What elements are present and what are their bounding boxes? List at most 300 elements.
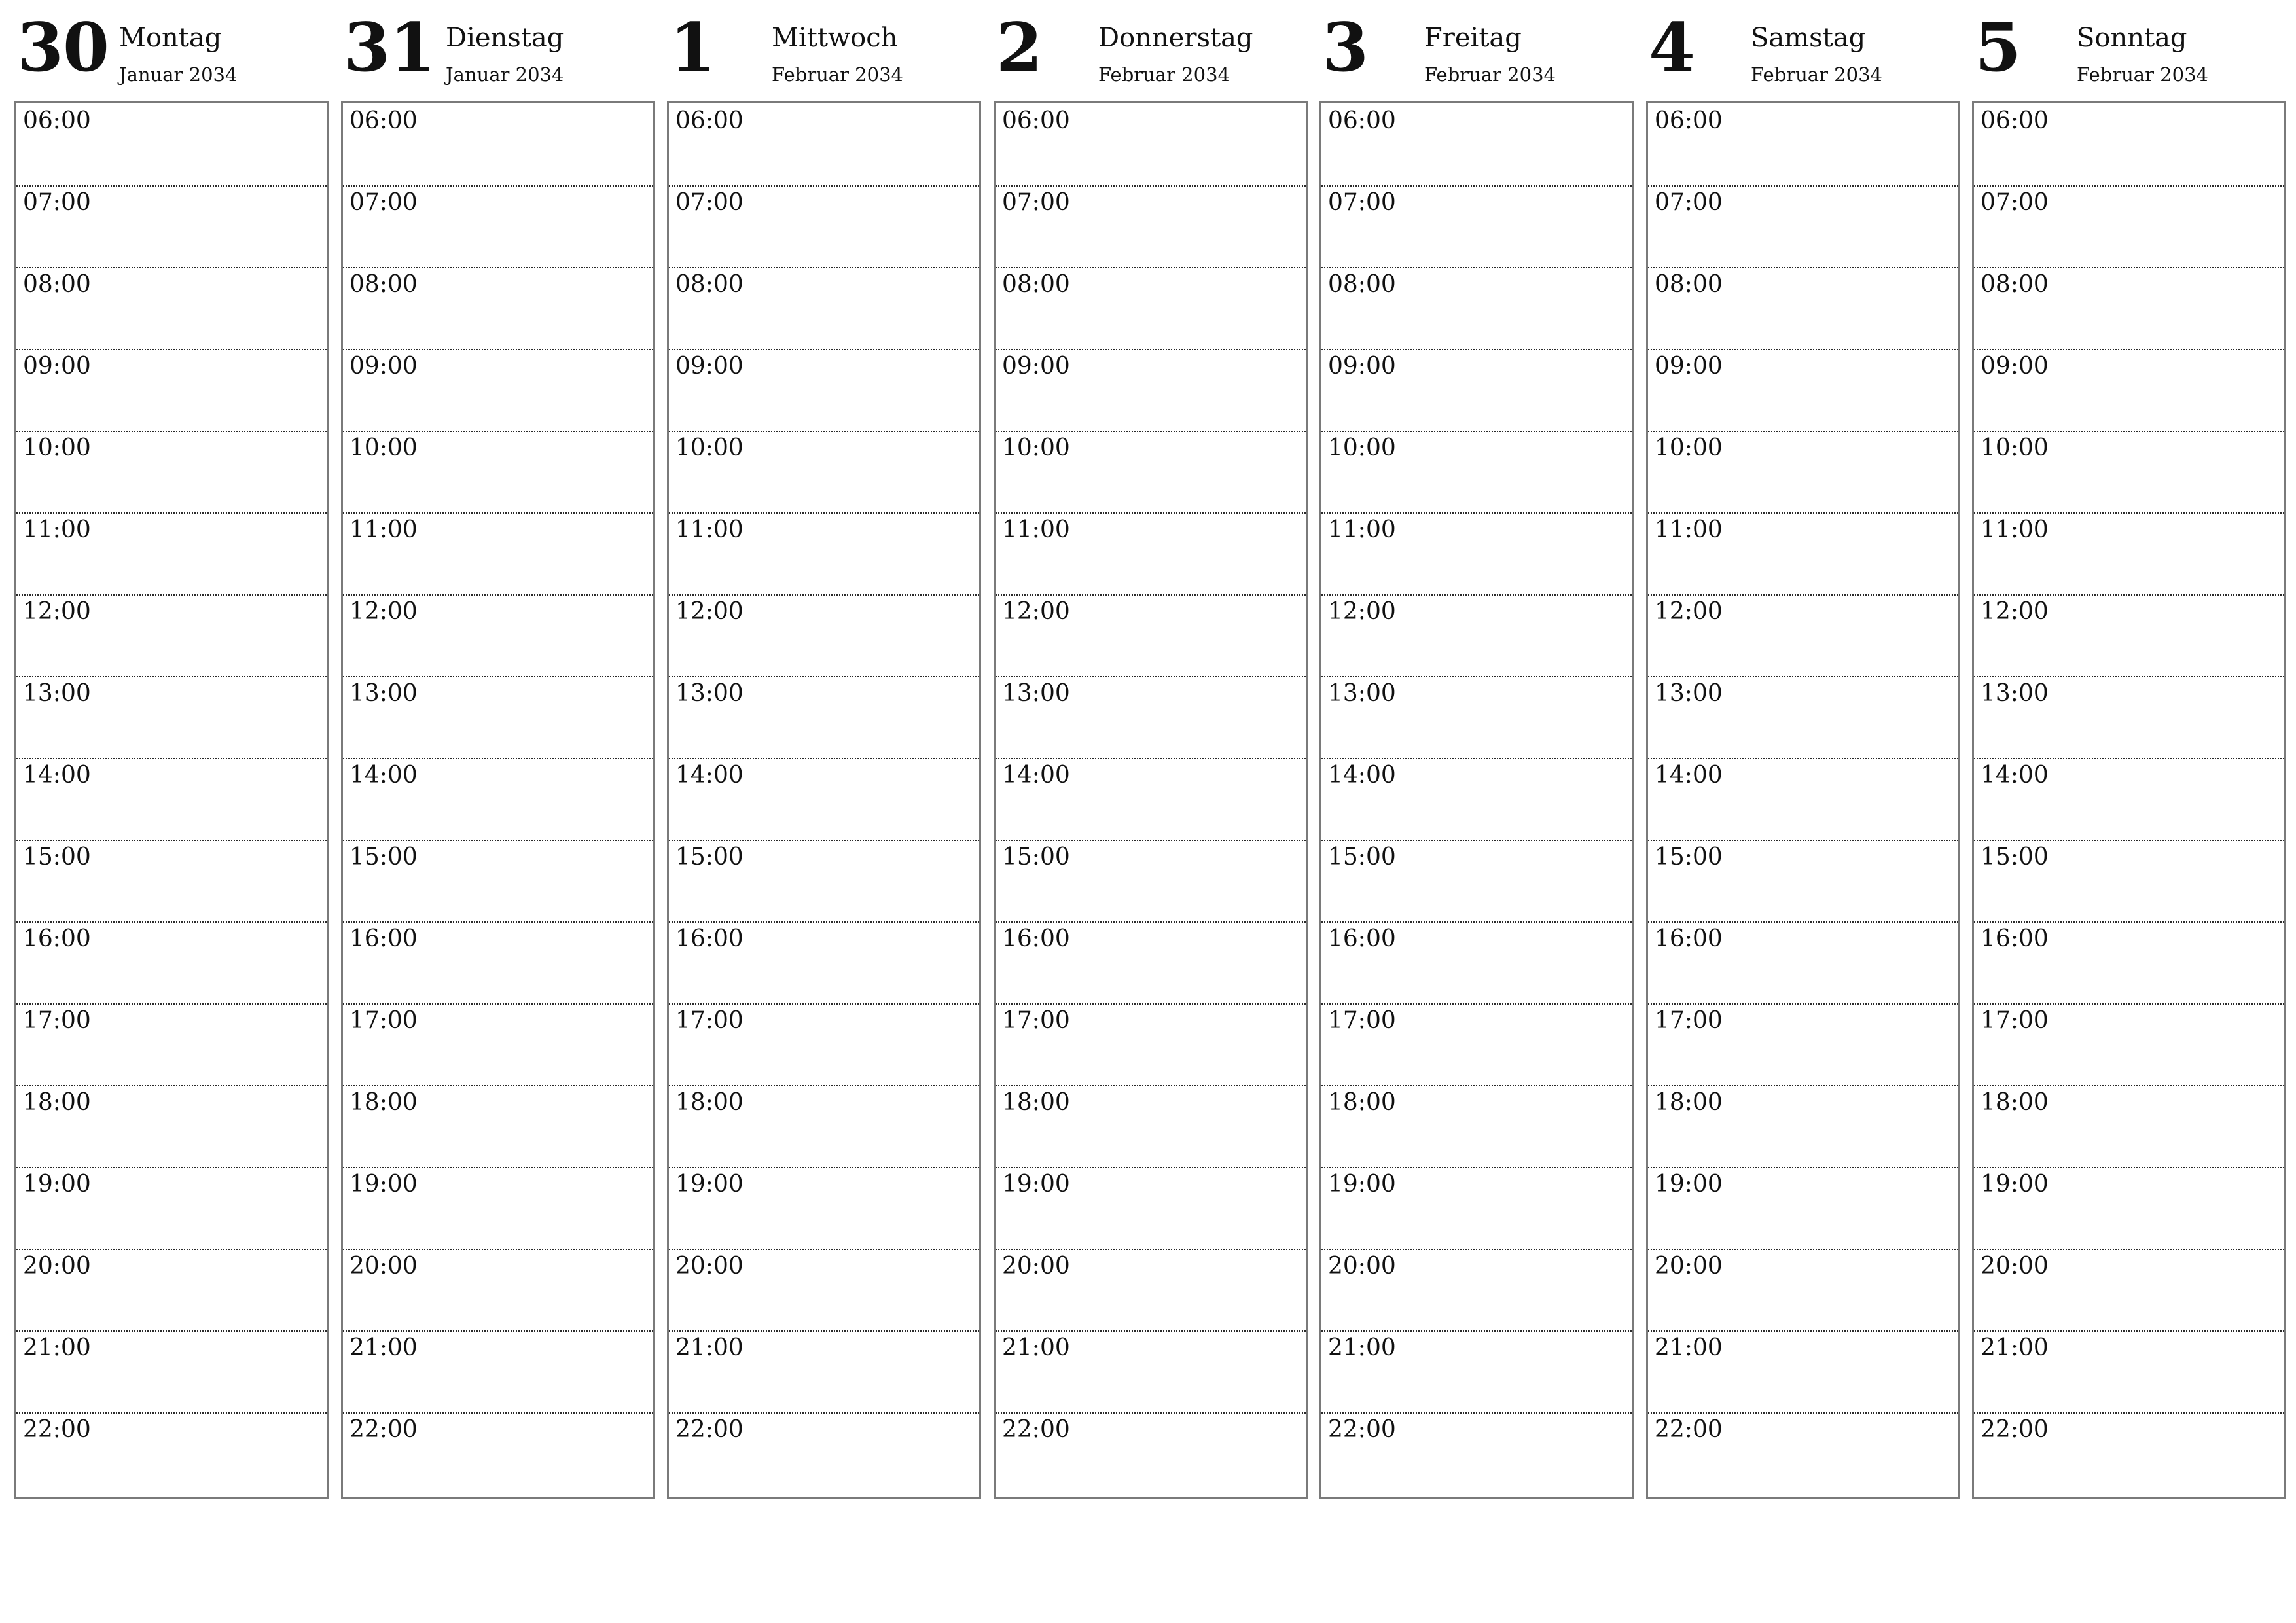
time-slot[interactable] <box>996 676 1306 758</box>
time-slot[interactable] <box>996 512 1306 594</box>
time-slot[interactable] <box>16 921 327 1003</box>
hour-divider <box>1974 267 2284 268</box>
day-column <box>1972 0 2285 1443</box>
hour-divider <box>343 431 653 432</box>
time-label: 16:00 <box>1328 925 1396 952</box>
time-slot[interactable] <box>343 1330 653 1412</box>
hour-divider <box>996 1249 1306 1250</box>
time-label: 09:00 <box>1655 353 1723 380</box>
time-label: 21:00 <box>675 1334 744 1361</box>
time-slot[interactable] <box>1321 267 1632 349</box>
day-column <box>667 0 980 1443</box>
time-slot[interactable] <box>1321 921 1632 1003</box>
time-slot[interactable] <box>16 1003 327 1085</box>
time-slot[interactable] <box>343 185 653 267</box>
hour-divider <box>1974 1167 2284 1168</box>
time-label: 22:00 <box>1328 1416 1396 1443</box>
hour-divider <box>1321 1330 1632 1332</box>
time-label: 21:00 <box>23 1334 91 1361</box>
day-month: Januar 2034 <box>446 63 564 86</box>
time-label: 07:00 <box>1328 189 1396 216</box>
time-slot[interactable] <box>1974 1003 2284 1085</box>
hour-divider <box>1974 594 2284 596</box>
time-label: 17:00 <box>350 1007 418 1034</box>
hour-divider <box>16 1330 327 1332</box>
time-slot[interactable] <box>1648 1167 1958 1249</box>
time-label: 09:00 <box>675 353 744 380</box>
hour-divider <box>1648 1249 1958 1250</box>
time-slot[interactable] <box>1974 103 2284 185</box>
time-slot[interactable] <box>1648 512 1958 594</box>
time-label: 17:00 <box>23 1007 91 1034</box>
time-slot[interactable] <box>1974 1249 2284 1330</box>
time-label: 13:00 <box>1328 680 1396 707</box>
time-slot[interactable] <box>1648 758 1958 840</box>
time-label: 11:00 <box>23 516 91 543</box>
time-slot[interactable] <box>1974 267 2284 349</box>
time-label: 21:00 <box>1328 1334 1396 1361</box>
time-label: 06:00 <box>1655 107 1723 134</box>
time-label: 06:00 <box>23 107 91 134</box>
time-slot[interactable] <box>1974 758 2284 840</box>
day-schedule-box <box>994 101 1308 1499</box>
time-label: 11:00 <box>1655 516 1723 543</box>
time-slot[interactable] <box>343 921 653 1003</box>
time-label: 06:00 <box>350 107 418 134</box>
day-schedule-box <box>1972 101 2286 1499</box>
time-label: 06:00 <box>1981 107 2049 134</box>
time-slot[interactable] <box>343 103 653 185</box>
time-slot[interactable] <box>996 185 1306 267</box>
hour-divider <box>1648 1330 1958 1332</box>
day-number: 3 <box>1322 9 1368 87</box>
time-slot[interactable] <box>16 185 327 267</box>
time-slot[interactable] <box>669 1412 979 1494</box>
time-slot[interactable] <box>996 1249 1306 1330</box>
time-slot[interactable] <box>669 267 979 349</box>
time-slot[interactable] <box>996 103 1306 185</box>
time-label: 18:00 <box>1328 1089 1396 1116</box>
time-label: 22:00 <box>1981 1416 2049 1443</box>
time-slot[interactable] <box>1648 676 1958 758</box>
time-label: 14:00 <box>1002 762 1070 789</box>
time-label: 22:00 <box>1002 1416 1070 1443</box>
hour-divider <box>1321 1249 1632 1250</box>
time-label: 14:00 <box>23 762 91 789</box>
time-label: 19:00 <box>675 1171 744 1198</box>
hour-divider <box>1974 1330 2284 1332</box>
time-slot[interactable] <box>1648 1412 1958 1494</box>
time-slot[interactable] <box>1648 921 1958 1003</box>
day-month: Februar 2034 <box>1424 63 1556 86</box>
hour-divider <box>343 840 653 841</box>
hour-divider <box>996 1167 1306 1168</box>
time-label: 22:00 <box>675 1416 744 1443</box>
time-slot[interactable] <box>343 594 653 676</box>
hour-divider <box>669 676 979 677</box>
hour-divider <box>1648 1412 1958 1414</box>
hour-divider <box>1648 921 1958 923</box>
time-slot[interactable] <box>669 921 979 1003</box>
hour-divider <box>669 185 979 187</box>
time-label: 18:00 <box>23 1089 91 1116</box>
time-slot[interactable] <box>669 1167 979 1249</box>
time-slot[interactable] <box>16 1412 327 1494</box>
time-slot[interactable] <box>1974 840 2284 921</box>
hour-divider <box>1648 1003 1958 1005</box>
time-slot[interactable] <box>1974 1412 2284 1494</box>
time-slot[interactable] <box>996 921 1306 1003</box>
hour-divider <box>996 676 1306 677</box>
time-slot[interactable] <box>16 840 327 921</box>
hour-divider <box>669 1330 979 1332</box>
time-slot[interactable] <box>1321 1249 1632 1330</box>
hour-divider <box>1321 185 1632 187</box>
time-label: 21:00 <box>350 1334 418 1361</box>
time-slot[interactable] <box>1648 349 1958 431</box>
hour-divider <box>343 512 653 514</box>
hour-divider <box>1321 1412 1632 1414</box>
time-slot[interactable] <box>669 185 979 267</box>
time-slot[interactable] <box>996 1412 1306 1494</box>
time-slot[interactable] <box>16 512 327 594</box>
hour-divider <box>343 1085 653 1086</box>
time-slot[interactable] <box>1321 1003 1632 1085</box>
hour-divider <box>669 840 979 841</box>
time-label: 10:00 <box>1655 435 1723 461</box>
hour-divider <box>1321 594 1632 596</box>
time-slot[interactable] <box>1974 1330 2284 1412</box>
time-slot[interactable] <box>1648 185 1958 267</box>
hour-divider <box>16 1085 327 1086</box>
time-slot[interactable] <box>669 349 979 431</box>
time-label: 09:00 <box>350 353 418 380</box>
day-header <box>1646 0 1959 101</box>
day-schedule-box <box>1646 101 1960 1499</box>
time-label: 12:00 <box>1328 598 1396 625</box>
time-slot[interactable] <box>669 512 979 594</box>
time-slot[interactable] <box>343 431 653 512</box>
day-schedule-box <box>341 101 655 1499</box>
time-slot[interactable] <box>1648 1249 1958 1330</box>
hour-divider <box>343 1167 653 1168</box>
time-label: 12:00 <box>23 598 91 625</box>
hour-divider <box>343 594 653 596</box>
time-slot[interactable] <box>1648 594 1958 676</box>
time-label: 07:00 <box>675 189 744 216</box>
hour-divider <box>1321 267 1632 268</box>
time-label: 18:00 <box>675 1089 744 1116</box>
hour-divider <box>669 1412 979 1414</box>
day-number: 31 <box>344 9 435 87</box>
hour-divider <box>1321 512 1632 514</box>
time-slot[interactable] <box>343 758 653 840</box>
time-slot[interactable] <box>16 1249 327 1330</box>
hour-divider <box>1974 921 2284 923</box>
time-slot[interactable] <box>1321 840 1632 921</box>
time-label: 12:00 <box>675 598 744 625</box>
time-slot[interactable] <box>1321 431 1632 512</box>
time-slot[interactable] <box>343 1412 653 1494</box>
time-slot[interactable] <box>996 1003 1306 1085</box>
time-slot[interactable] <box>1974 185 2284 267</box>
time-slot[interactable] <box>343 840 653 921</box>
time-label: 16:00 <box>1002 925 1070 952</box>
hour-divider <box>16 1167 327 1168</box>
time-slot[interactable] <box>16 103 327 185</box>
time-label: 06:00 <box>1002 107 1070 134</box>
time-label: 17:00 <box>1002 1007 1070 1034</box>
hour-divider <box>996 758 1306 759</box>
time-label: 10:00 <box>23 435 91 461</box>
time-slot[interactable] <box>1321 676 1632 758</box>
time-label: 12:00 <box>350 598 418 625</box>
time-slot[interactable] <box>1321 185 1632 267</box>
time-label: 06:00 <box>1328 107 1396 134</box>
time-slot[interactable] <box>1648 267 1958 349</box>
time-slot[interactable] <box>1974 1167 2284 1249</box>
day-header <box>341 0 654 101</box>
time-slot[interactable] <box>1321 1330 1632 1412</box>
time-label: 08:00 <box>675 271 744 298</box>
hour-divider <box>669 1085 979 1086</box>
hour-divider <box>16 594 327 596</box>
hour-divider <box>669 594 979 596</box>
time-label: 20:00 <box>1002 1253 1070 1279</box>
time-label: 16:00 <box>675 925 744 952</box>
time-label: 11:00 <box>350 516 418 543</box>
hour-divider <box>669 921 979 923</box>
hour-divider <box>1974 840 2284 841</box>
hour-divider <box>1974 1085 2284 1086</box>
day-column <box>994 0 1306 1443</box>
time-slot[interactable] <box>996 1085 1306 1167</box>
time-slot[interactable] <box>16 431 327 512</box>
time-slot[interactable] <box>669 431 979 512</box>
time-label: 11:00 <box>1002 516 1070 543</box>
day-header <box>667 0 980 101</box>
time-label: 09:00 <box>1002 353 1070 380</box>
time-label: 08:00 <box>1655 271 1723 298</box>
time-slot[interactable] <box>669 1085 979 1167</box>
time-label: 09:00 <box>1328 353 1396 380</box>
hour-divider <box>669 1167 979 1168</box>
hour-divider <box>1321 921 1632 923</box>
hour-divider <box>343 185 653 187</box>
time-slot[interactable] <box>669 840 979 921</box>
time-slot[interactable] <box>1974 512 2284 594</box>
day-name: Montag <box>119 23 222 53</box>
time-label: 07:00 <box>1002 189 1070 216</box>
hour-divider <box>1648 431 1958 432</box>
time-label: 07:00 <box>1981 189 2049 216</box>
time-slot[interactable] <box>1648 1003 1958 1085</box>
time-label: 13:00 <box>1655 680 1723 707</box>
time-slot[interactable] <box>996 267 1306 349</box>
time-label: 20:00 <box>1655 1253 1723 1279</box>
hour-divider <box>669 512 979 514</box>
time-slot[interactable] <box>16 267 327 349</box>
hour-divider <box>996 1003 1306 1005</box>
time-label: 19:00 <box>350 1171 418 1198</box>
time-slot[interactable] <box>669 103 979 185</box>
time-label: 19:00 <box>1981 1171 2049 1198</box>
day-name: Mittwoch <box>772 23 898 53</box>
hour-divider <box>343 1330 653 1332</box>
hour-divider <box>669 267 979 268</box>
hour-divider <box>343 921 653 923</box>
time-slot[interactable] <box>343 1003 653 1085</box>
time-label: 17:00 <box>1981 1007 2049 1034</box>
time-slot[interactable] <box>16 594 327 676</box>
day-number: 2 <box>996 9 1042 87</box>
time-label: 15:00 <box>350 844 418 870</box>
hour-divider <box>1974 349 2284 350</box>
time-slot[interactable] <box>669 676 979 758</box>
day-column <box>14 0 327 1443</box>
hour-divider <box>1321 431 1632 432</box>
time-slot[interactable] <box>343 267 653 349</box>
hour-divider <box>1648 267 1958 268</box>
time-label: 15:00 <box>675 844 744 870</box>
time-slot[interactable] <box>1321 349 1632 431</box>
time-label: 14:00 <box>1981 762 2049 789</box>
time-slot[interactable] <box>996 758 1306 840</box>
day-header <box>994 0 1306 101</box>
time-label: 19:00 <box>1655 1171 1723 1198</box>
hour-divider <box>16 1249 327 1250</box>
hour-divider <box>1648 512 1958 514</box>
time-slot[interactable] <box>996 349 1306 431</box>
time-label: 10:00 <box>1328 435 1396 461</box>
time-label: 13:00 <box>350 680 418 707</box>
time-label: 15:00 <box>1002 844 1070 870</box>
time-slot[interactable] <box>996 594 1306 676</box>
time-slot[interactable] <box>343 676 653 758</box>
hour-divider <box>669 431 979 432</box>
hour-divider <box>669 1003 979 1005</box>
time-slot[interactable] <box>1648 103 1958 185</box>
time-label: 16:00 <box>1655 925 1723 952</box>
hour-divider <box>16 1412 327 1414</box>
time-slot[interactable] <box>343 1249 653 1330</box>
day-header <box>14 0 327 101</box>
time-slot[interactable] <box>1321 594 1632 676</box>
hour-divider <box>16 431 327 432</box>
time-slot[interactable] <box>1321 1085 1632 1167</box>
day-number: 5 <box>1975 9 2020 87</box>
time-slot[interactable] <box>1321 758 1632 840</box>
time-slot[interactable] <box>16 349 327 431</box>
time-label: 15:00 <box>1328 844 1396 870</box>
time-label: 18:00 <box>1655 1089 1723 1116</box>
time-slot[interactable] <box>1321 512 1632 594</box>
time-slot[interactable] <box>1648 1330 1958 1412</box>
hour-divider <box>669 349 979 350</box>
hour-divider <box>1974 1412 2284 1414</box>
time-label: 13:00 <box>23 680 91 707</box>
hour-divider <box>1648 349 1958 350</box>
time-label: 14:00 <box>1328 762 1396 789</box>
time-slot[interactable] <box>1321 1412 1632 1494</box>
time-slot[interactable] <box>1321 1167 1632 1249</box>
time-slot[interactable] <box>996 840 1306 921</box>
day-number: 4 <box>1649 9 1695 87</box>
time-slot[interactable] <box>343 349 653 431</box>
hour-divider <box>343 267 653 268</box>
time-slot[interactable] <box>343 512 653 594</box>
hour-divider <box>1321 349 1632 350</box>
time-slot[interactable] <box>16 1330 327 1412</box>
time-label: 17:00 <box>1328 1007 1396 1034</box>
time-slot[interactable] <box>1648 1085 1958 1167</box>
time-slot[interactable] <box>996 431 1306 512</box>
time-slot[interactable] <box>996 1330 1306 1412</box>
day-schedule-box <box>667 101 981 1499</box>
time-slot[interactable] <box>1974 921 2284 1003</box>
hour-divider <box>16 676 327 677</box>
time-slot[interactable] <box>16 676 327 758</box>
time-label: 22:00 <box>1655 1416 1723 1443</box>
time-label: 08:00 <box>1981 271 2049 298</box>
time-label: 20:00 <box>1328 1253 1396 1279</box>
time-slot[interactable] <box>16 1085 327 1167</box>
time-slot[interactable] <box>669 1330 979 1412</box>
time-slot[interactable] <box>669 758 979 840</box>
time-slot[interactable] <box>669 594 979 676</box>
hour-divider <box>1321 1085 1632 1086</box>
time-label: 08:00 <box>350 271 418 298</box>
time-slot[interactable] <box>669 1003 979 1085</box>
hour-divider <box>996 185 1306 187</box>
time-slot[interactable] <box>1974 431 2284 512</box>
time-slot[interactable] <box>1974 676 2284 758</box>
time-slot[interactable] <box>996 1167 1306 1249</box>
time-label: 15:00 <box>23 844 91 870</box>
time-label: 10:00 <box>350 435 418 461</box>
time-label: 06:00 <box>675 107 744 134</box>
time-slot[interactable] <box>1974 1085 2284 1167</box>
time-slot[interactable] <box>343 1085 653 1167</box>
hour-divider <box>343 676 653 677</box>
time-label: 17:00 <box>675 1007 744 1034</box>
time-slot[interactable] <box>1648 840 1958 921</box>
time-slot[interactable] <box>16 758 327 840</box>
time-slot[interactable] <box>16 1167 327 1249</box>
hour-divider <box>1974 758 2284 759</box>
time-label: 07:00 <box>23 189 91 216</box>
hour-divider <box>996 1085 1306 1086</box>
day-schedule-box <box>14 101 329 1499</box>
hour-divider <box>1648 758 1958 759</box>
time-slot[interactable] <box>1321 103 1632 185</box>
time-label: 18:00 <box>1002 1089 1070 1116</box>
hour-divider <box>996 349 1306 350</box>
time-slot[interactable] <box>1648 431 1958 512</box>
time-slot[interactable] <box>1974 594 2284 676</box>
hour-divider <box>16 267 327 268</box>
hour-divider <box>1974 185 2284 187</box>
time-label: 13:00 <box>675 680 744 707</box>
hour-divider <box>1648 676 1958 677</box>
time-slot[interactable] <box>669 1249 979 1330</box>
hour-divider <box>1648 594 1958 596</box>
time-slot[interactable] <box>343 1167 653 1249</box>
time-slot[interactable] <box>1974 349 2284 431</box>
hour-divider <box>1648 840 1958 841</box>
day-number: 1 <box>670 9 715 87</box>
time-label: 08:00 <box>1002 271 1070 298</box>
